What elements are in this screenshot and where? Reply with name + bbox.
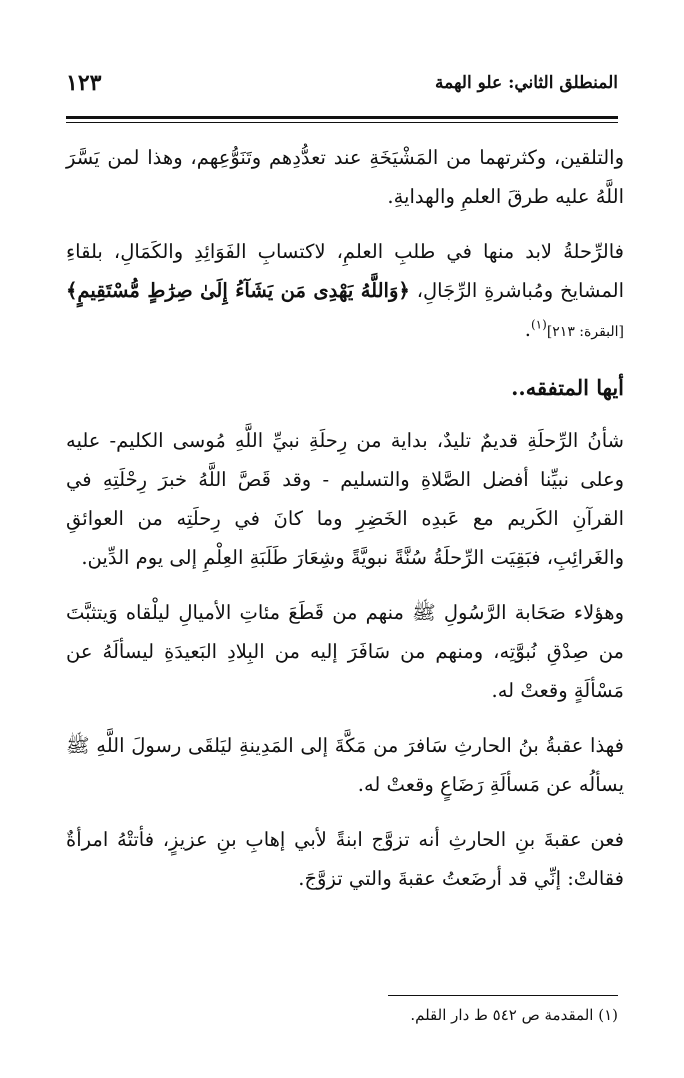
header-rule-thin [66, 122, 618, 123]
paragraph-2-end: . [524, 318, 531, 341]
verse-reference: [البقرة: ٢١٣] [546, 324, 624, 340]
main-text [66, 138, 624, 914]
footnote-marker: (١) [530, 317, 547, 332]
quran-verse: ﴿وَاللَّهُ يَهْدِى مَن يَشَآءُ إِلَىٰ صِرَٰطٍ مُّسْتَقِيمٍ﴾ [66, 279, 410, 302]
paragraph-6: فعن عقبةَ بنِ الحارثِ أنه تزوَّج ابنةً لأبي إهابِ بنِ عزيزٍ، فأتتْهُ امرأةٌ فقالتْ: إنِّي قد أرضَعتُ عقبةَ والتي تزوَّجَ. [66, 828, 624, 890]
page-number: ١٢٣ [66, 70, 102, 96]
section-heading: أيها المتفقه.. [511, 375, 624, 400]
footnote-rule [388, 995, 618, 996]
paragraph-3: شأنُ الرِّحلَةِ قديمٌ تليدٌ، بداية من رِحلَةِ نبيِّ اللَّهِ مُوسى الكليم- عليه وعلى نبيِّنا أفضل الصَّلاةِ والتسليم - وقد قَصَّ اللَّهُ خبرَ رِحْلَتِهِ في القرآنِ الكَريم مع عَبدِه الخَضِرِ وما كانَ في رِحلَتِه من العوائقِ والغَرائِبِ، فبَقِيَت الرِّحلَةُ سُنَّةً نبويَّةً وشِعَارَ طَلَبَةِ العِلْمِ إلى يوم الدِّين. [66, 429, 624, 569]
running-title: المنطلق الثاني: علو الهمة [435, 73, 618, 93]
page-header [66, 66, 618, 100]
paragraph-2 [66, 232, 624, 352]
paragraph-2-text: فالرِّحلةُ لابد منها في طلبِ العلمِ، لاكتسابِ الفَوَائِدِ والكَمَالِ، بلقاءِ المشايخ ومُباشرةِ الرِّجَالِ، [66, 240, 624, 302]
paragraph-4: وهؤلاء صَحَابة الرَّسُولِ ﷺ منهم من قَطَعَ مئاتِ الأميالِ ليلْقاه وَيتثبَّتَ من صِدْقِ نُبوَّتِه، ومنهم من سَافَرَ إليه من البِلادِ البَعيدَةِ ليسألَهُ عن مَسْألَةٍ وقعتْ له. [66, 601, 624, 702]
header-rule-thick [66, 116, 618, 119]
paragraph-1: والتلقين، وكثرتهما من المَشْيَخَةِ عند تعدُّدِهم وتَنَوُّعِهم، وهذا لمن يَسَّرَ اللَّهُ عليه طرقَ العلمِ والهدايةِ. [66, 146, 624, 208]
paragraph-5: فهذا عقبةُ بنُ الحارثِ سَافرَ من مَكَّةَ إلى المَدِينةِ ليَلقَى رسولَ اللَّهِ ﷺ يسألُه عن مَسألَةِ رَضَاعٍ وقعتْ له. [66, 734, 624, 796]
footnote: (١) المقدمة ص ٥٤٢ ط دار القلم. [410, 1006, 618, 1024]
